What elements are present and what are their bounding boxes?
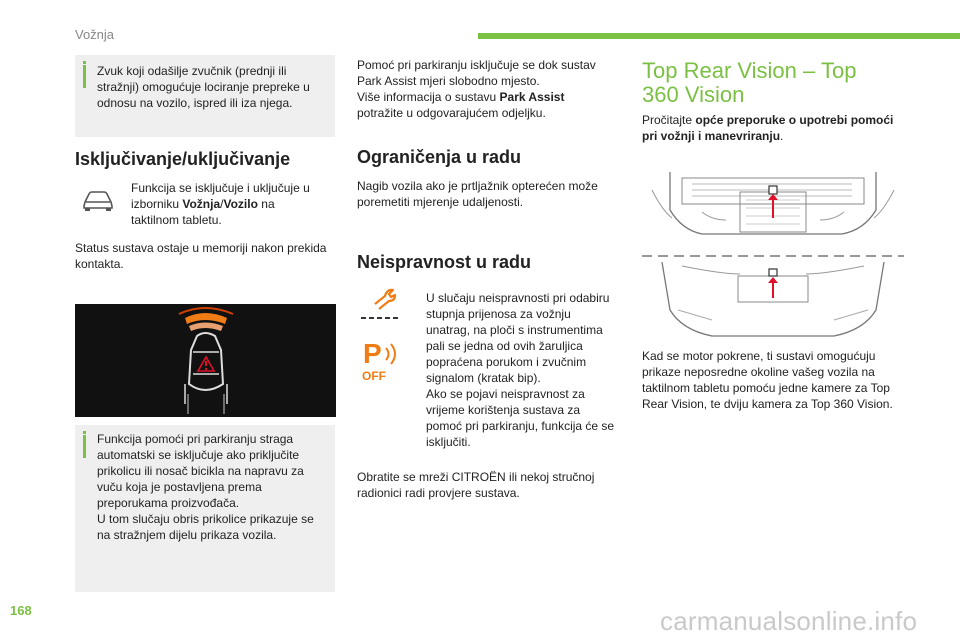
- toggle-text-pre: Funkcija se isključuje i uključuje u izborniku: [131, 181, 310, 211]
- camera-title-line1: Top Rear Vision – Top: [642, 58, 857, 83]
- park-assist-text: Pomoć pri parkiranju isključuje se dok sustav Park Assist mjeri slobodno mjesto.: [357, 58, 596, 88]
- reference-pre: Više informacija o sustavu: [357, 90, 500, 104]
- parking-off-icon: [361, 338, 403, 384]
- toggle-text-post: na taktilnom tabletu.: [131, 197, 275, 227]
- reference-post: potražite u odgovarajućem odjeljku.: [357, 106, 546, 120]
- read-recommendations: [642, 112, 910, 144]
- parking-sensor-display: [75, 304, 336, 417]
- read-post: .: [780, 129, 784, 143]
- parking-p-letter: P: [363, 338, 382, 369]
- parking-sensor-graphic: [75, 304, 336, 417]
- wrench-icon: [359, 286, 403, 324]
- trailer-outline-text: U tom slučaju obris prikolice prikazuje se na stražnjem dijelu prikaza vozila.: [97, 512, 314, 542]
- section-accent-bar: [478, 33, 960, 39]
- car-outline-icon: [80, 188, 116, 212]
- menu-separator: /: [220, 197, 224, 211]
- recommendations-term: opće preporuke o upotrebi pomoći pri vožnji i manevriranju: [642, 113, 894, 143]
- rear-camera-diagram: [642, 170, 904, 342]
- trailer-note-text: Funkcija pomoći pri parkiranju straga automatski se isključuje ako priključite prikolicu ili nosač bicikla na napravu za vuču koja je postavljena prema preporukama proizvođača.: [97, 432, 304, 510]
- camera-title: [642, 59, 922, 107]
- status-memory-text: Status sustava ostaje u memoriji nakon prekida kontakta.: [75, 241, 327, 271]
- sensor-waves-icon: [383, 342, 401, 366]
- info-note-2-text: [97, 431, 325, 543]
- camera-description: Kad se motor pokrene, ti sustavi omogućuju prikaze neposredne okoline vašeg vozila na taktilnom tabletu pomoću jedne kamere za Top Rear Vision, te dviju kamera za Top 360 Vision.: [642, 349, 893, 411]
- heading-toggle: Isključivanje/uključivanje: [75, 149, 291, 169]
- menu-driving: Vožnja: [182, 197, 221, 211]
- info-note-icon-dot: [83, 431, 86, 434]
- info-note-icon-dot: [83, 61, 86, 64]
- system-fault-text: Ako se pojavi neispravnost za vrijeme korištenja sustava za pomoć pri parkiranju, funkcija će se isključiti.: [426, 387, 615, 449]
- read-pre: Pročitajte: [642, 113, 696, 127]
- menu-vehicle: Vozilo: [223, 197, 258, 211]
- page-number: 168: [10, 603, 32, 618]
- gear-fault-text: U slučaju neispravnosti pri odabiru stupnja prijenosa za vožnju unatrag, na ploči s instrumentima pali se jedna od ovih žaruljica popraćena porukom i zvučnim signalom (kratak bip).: [426, 291, 610, 385]
- info-note-2: [75, 425, 335, 592]
- info-note-1: [75, 55, 335, 137]
- park-assist-reference: [357, 89, 612, 121]
- limitations-text: Nagib vozila ako je prtljažnik opterećen može poremetiti mjerenje udaljenosti.: [357, 179, 598, 209]
- info-note-icon: [83, 435, 86, 458]
- toggle-instruction: [131, 180, 321, 228]
- park-assist-intro: [357, 57, 612, 121]
- malfunction-text: [426, 290, 616, 450]
- info-note-1-text: Zvuk koji odašilje zvučnik (prednji ili stražnji) omogućuje lociranje prepreke u odnosu na vozilo, ispred ili iza njega.: [97, 64, 310, 110]
- section-label: Vožnja: [75, 27, 115, 42]
- park-assist-term: Park Assist: [499, 90, 565, 104]
- heading-malfunction: Neispravnost u radu: [357, 252, 532, 272]
- info-note-icon: [83, 65, 86, 88]
- contact-dealer-text: Obratite se mreži CITROËN ili nekoj stručnoj radionici radi provjere sustava.: [357, 470, 595, 500]
- off-label: OFF: [362, 369, 386, 383]
- camera-title-line2: 360 Vision: [642, 82, 745, 107]
- site-watermark: carmanualsonline.info: [660, 606, 918, 636]
- heading-limitations: Ograničenja u radu: [357, 147, 522, 167]
